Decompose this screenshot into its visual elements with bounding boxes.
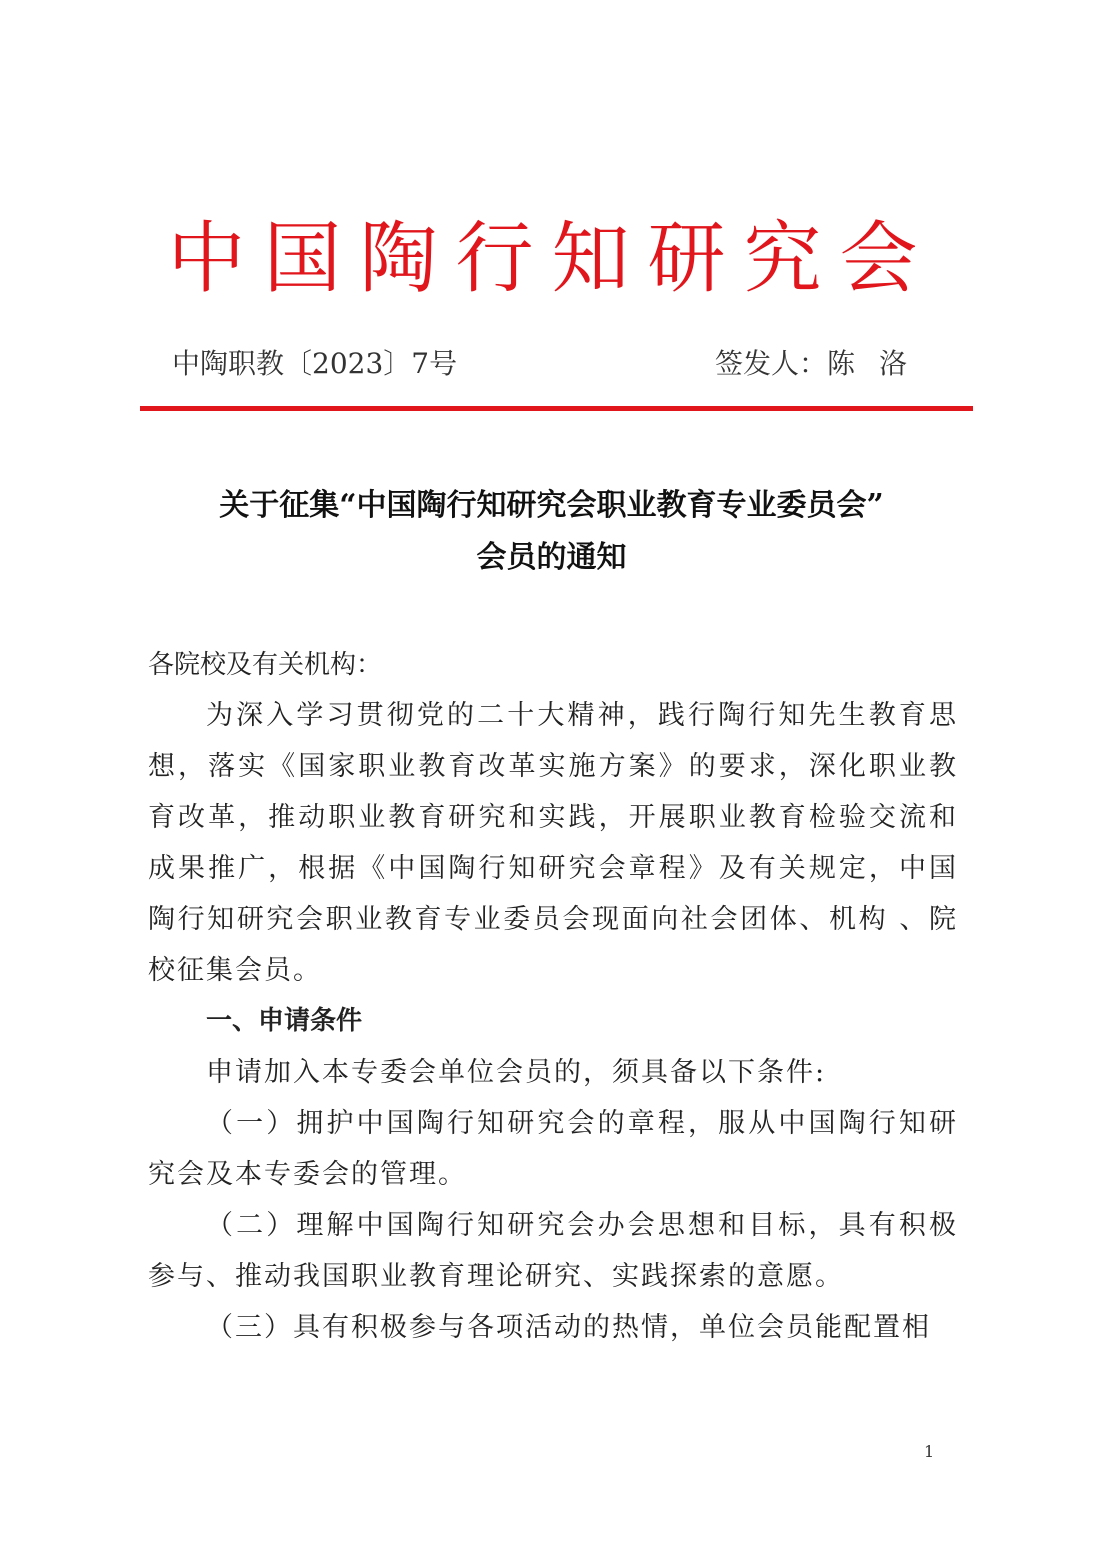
condition-item-1: （一）拥护中国陶行知研究会的章程，服从中国陶行知研究会及本专委会的管理。: [148, 1108, 958, 1190]
notice-title-line-2: 会员的通知: [476, 540, 627, 575]
document-meta-row: [172, 342, 931, 382]
notice-body: [148, 640, 958, 1353]
signer: [715, 342, 931, 382]
salutation: 各院校及有关机构：: [148, 650, 383, 680]
section-heading-conditions: 一、申请条件: [206, 1006, 363, 1036]
condition-item-2: （二）理解中国陶行知研究会办会思想和目标，具有积极参与、推动我国职业教育理论研究、实践探索的意愿。: [148, 1210, 958, 1292]
document-number: 中陶职教〔2023〕7号: [172, 347, 458, 380]
organization-title: 中国陶行知研究会: [167, 214, 936, 304]
notice-title-line-1: 关于征集“中国陶行知研究会职业教育专业委员会”: [219, 488, 884, 523]
conditions-lead: 申请加入本专委会单位会员的，须具备以下条件:: [206, 1057, 827, 1088]
signer-label: 签发人：: [714, 347, 827, 380]
intro-paragraph: 为深入学习贯彻党的二十大精神，践行陶行知先生教育思想，落实《国家职业教育改革实施方案》的要求，深化职业教育改革，推动职业教育研究和实践，开展职业教育检验交流和成果推广，根据《中国陶行知研究会章程》及有关规定，中国陶行知研究会职业教育专业委员会现面向社会团体、机构 、院校征集会员。: [148, 700, 958, 986]
notice-title: [0, 480, 1103, 584]
red-divider-line: [140, 406, 973, 411]
signer-name: 陈洛: [826, 347, 931, 380]
condition-item-3: （三）具有积极参与各项活动的热情，单位会员能配置相: [206, 1312, 931, 1343]
page-number: 1: [924, 1442, 935, 1461]
